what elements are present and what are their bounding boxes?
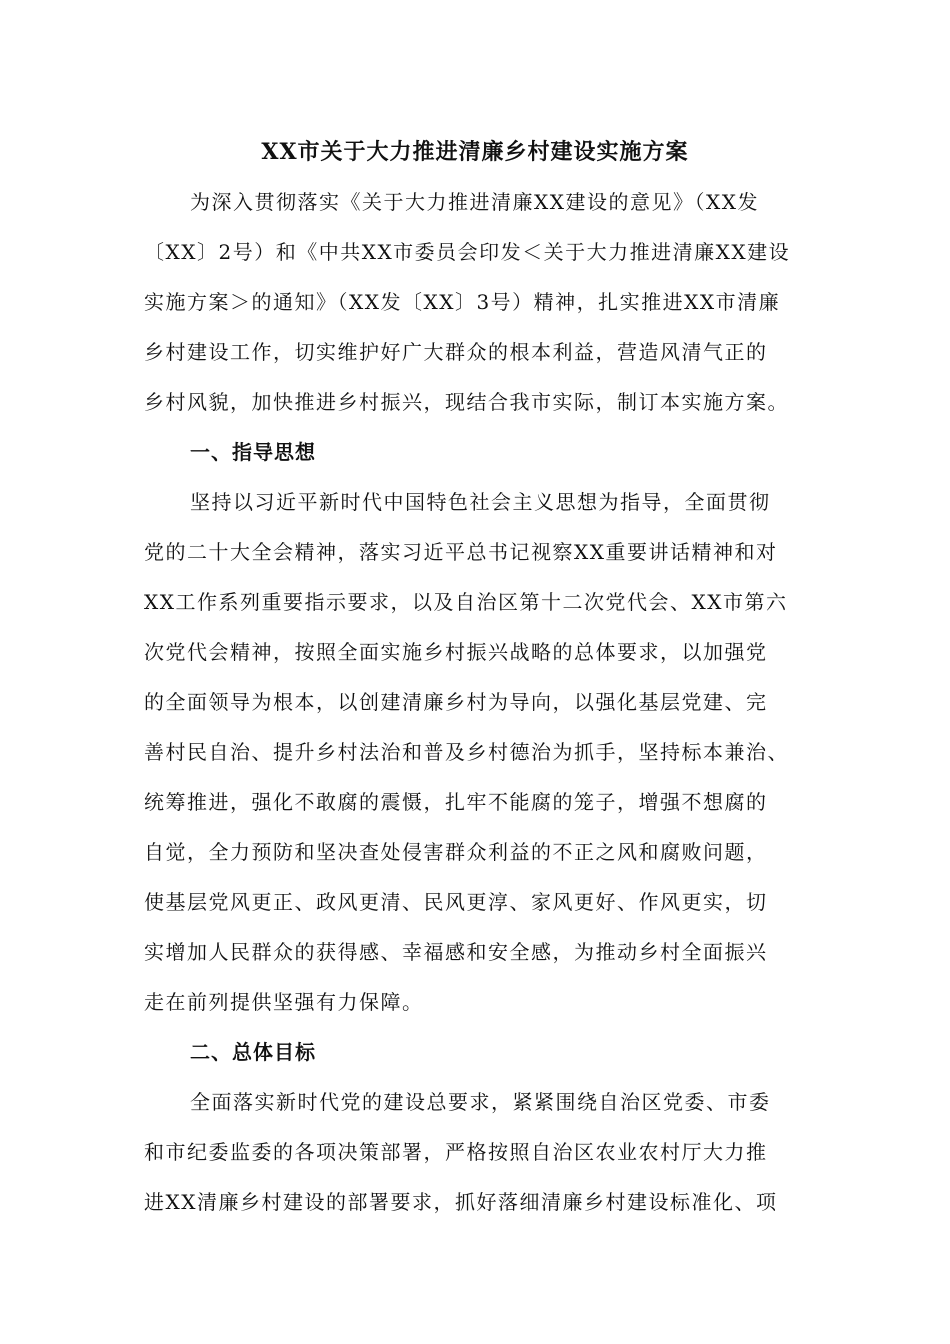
text-line: 乡村建设工作，切实维护好广大群众的根本利益，营造风清气正的 [144, 340, 768, 364]
text-line: 进XX清廉乡村建设的部署要求，抓好落细清廉乡村建设标准化、项 [144, 1190, 778, 1214]
intro-paragraph [144, 182, 834, 1232]
text-line: 实增加人民群众的获得感、幸福感和安全感，为推动乡村全面振兴 [144, 940, 768, 964]
text-line: 为深入贯彻落实《关于大力推进清廉XX建设的意见》（XX发 [190, 190, 759, 214]
section-heading-guiding-thought: 一、指导思想 [190, 440, 316, 464]
text-line: 使基层党风更正、政风更清、民风更淳、家风更好、作风更实，切 [144, 890, 768, 914]
text-line: 坚持以习近平新时代中国特色社会主义思想为指导，全面贯彻 [190, 490, 771, 514]
text-line: 实施方案＞的通知》（XX发〔XX〕3号）精神，扎实推进XX市清廉 [144, 290, 781, 314]
text-line: 〔XX〕2号）和《中共XX市委员会印发＜关于大力推进清廉XX建设 [144, 240, 791, 264]
document-title: XX市关于大力推进清廉乡村建设实施方案 [261, 139, 689, 165]
text-line: 党的二十大全会精神，落实习近平总书记视察XX重要讲话精神和对 [144, 540, 778, 564]
text-line: 乡村风貌，加快推进乡村振兴，现结合我市实际，制订本实施方案。 [144, 390, 789, 414]
text-line: 和市纪委监委的各项决策部署，严格按照自治区农业农村厅大力推 [144, 1140, 768, 1164]
text-line: 自觉，全力预防和坚决查处侵害群众利益的不正之风和腐败问题， [144, 840, 768, 864]
text-line: 的全面领导为根本，以创建清廉乡村为导向，以强化基层党建、完 [144, 690, 768, 714]
text-line: 统筹推进，强化不敢腐的震慑，扎牢不能腐的笼子，增强不想腐的 [144, 790, 768, 814]
section-heading-overall-goal: 二、总体目标 [190, 1040, 316, 1064]
text-line: 全面落实新时代党的建设总要求，紧紧围绕自治区党委、市委 [190, 1090, 771, 1114]
text-line: 走在前列提供坚强有力保障。 [144, 990, 424, 1014]
text-line: 次党代会精神，按照全面实施乡村振兴战略的总体要求，以加强党 [144, 640, 768, 664]
text-line: 善村民自治、提升乡村法治和普及乡村德治为抓手，坚持标本兼治、 [144, 740, 789, 764]
text-line: XX工作系列重要指示要求，以及自治区第十二次党代会、XX市第六 [144, 590, 788, 614]
